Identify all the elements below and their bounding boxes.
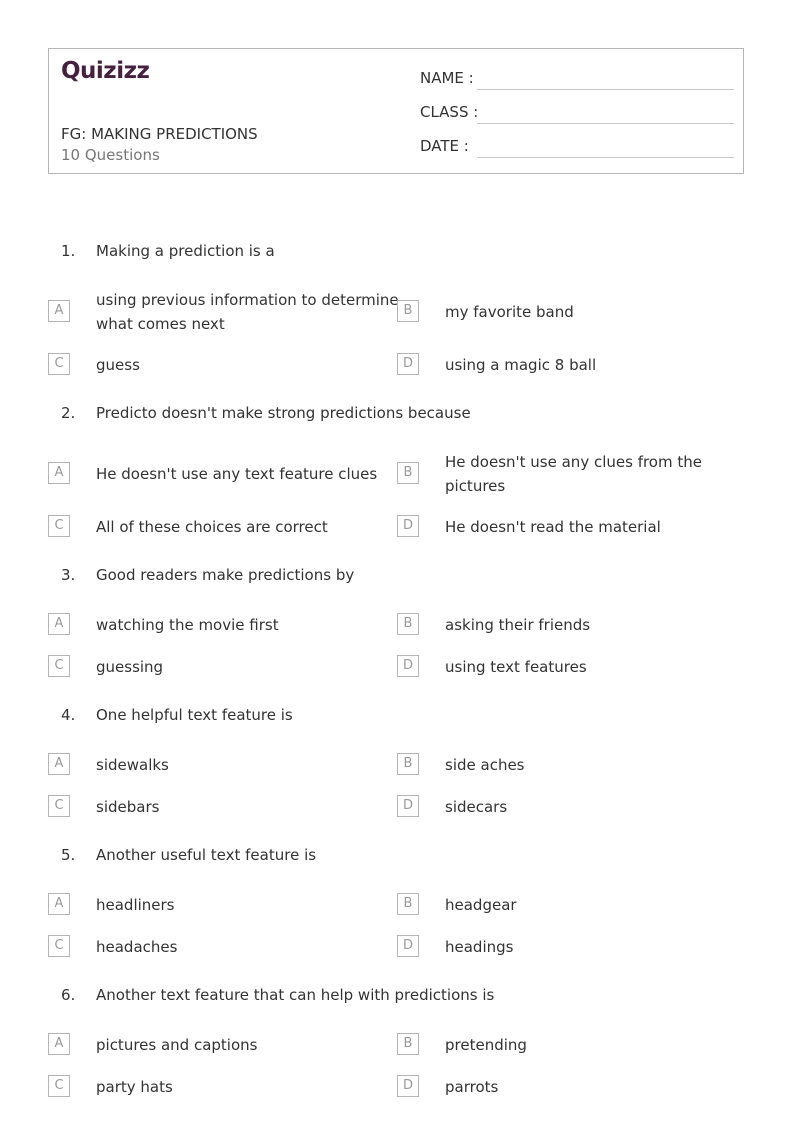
name-line[interactable] [477, 89, 734, 90]
question-text: Predicto doesn't make strong predictions because [96, 404, 471, 422]
option-letter-box[interactable]: C [48, 655, 70, 677]
option-text: sidecars [445, 798, 508, 816]
option-letter-box[interactable]: B [397, 613, 419, 635]
quiz-title: FG: MAKING PREDICTIONS [61, 125, 258, 143]
worksheet-header [48, 48, 744, 174]
question-text: Making a prediction is a [96, 242, 275, 260]
option-text: sidebars [96, 798, 160, 816]
option-letter-box[interactable]: B [397, 462, 419, 484]
date-field[interactable] [420, 137, 734, 157]
option-letter-box[interactable]: A [48, 753, 70, 775]
option-letter-box[interactable]: A [48, 613, 70, 635]
option-text: headings [445, 938, 514, 956]
option-text: headgear [445, 896, 517, 914]
option-letter-box[interactable]: A [48, 300, 70, 322]
option-letter-box[interactable]: A [48, 462, 70, 484]
option-letter-box[interactable]: C [48, 1075, 70, 1097]
option-text: using text features [445, 658, 587, 676]
question-text: One helpful text feature is [96, 706, 293, 724]
option-text: headliners [96, 896, 175, 914]
option-text: parrots [445, 1078, 499, 1096]
option-text: He doesn't use any clues from the pictures [445, 453, 702, 495]
option-text: watching the movie first [96, 616, 279, 634]
option-text: pictures and captions [96, 1036, 258, 1054]
question-number: 2. [61, 404, 76, 422]
option-letter-box[interactable]: B [397, 893, 419, 915]
option-text: All of these choices are correct [96, 518, 328, 536]
option-letter-box[interactable]: D [397, 795, 419, 817]
option-letter-box[interactable]: A [48, 1033, 70, 1055]
option-letter-box[interactable]: D [397, 935, 419, 957]
name-field[interactable] [420, 69, 734, 89]
option-text: using previous information to determine what comes next [96, 291, 399, 333]
option-letter-box[interactable]: C [48, 795, 70, 817]
option-letter-box[interactable]: C [48, 515, 70, 537]
option-letter-box[interactable]: C [48, 353, 70, 375]
class-line[interactable] [477, 123, 734, 124]
option-letter-box[interactable]: B [397, 1033, 419, 1055]
option-text: my favorite band [445, 303, 574, 321]
option-text: sidewalks [96, 756, 169, 774]
option-letter-box[interactable]: D [397, 515, 419, 537]
question-number: 3. [61, 566, 76, 584]
question-number: 1. [61, 242, 76, 260]
option-letter-box[interactable]: D [397, 1075, 419, 1097]
option-text: He doesn't read the material [445, 518, 661, 536]
class-field[interactable] [420, 103, 734, 123]
name-label: NAME : [420, 69, 474, 87]
question-text: Another useful text feature is [96, 846, 317, 864]
quizizz-logo: Quizizz [61, 58, 150, 84]
question-text: Good readers make predictions by [96, 566, 355, 584]
option-letter-box[interactable]: C [48, 935, 70, 957]
option-text: pretending [445, 1036, 527, 1054]
option-text: guessing [96, 658, 164, 676]
option-letter-box[interactable]: B [397, 300, 419, 322]
option-letter-box[interactable]: D [397, 655, 419, 677]
option-letter-box[interactable]: A [48, 893, 70, 915]
option-letter-box[interactable]: D [397, 353, 419, 375]
question-number: 6. [61, 986, 76, 1004]
option-text: He doesn't use any text feature clues [96, 465, 378, 483]
option-text: guess [96, 356, 140, 374]
question-count: 10 Questions [61, 146, 160, 164]
option-letter-box[interactable]: B [397, 753, 419, 775]
date-label: DATE : [420, 137, 469, 155]
question-text: Another text feature that can help with predictions is [96, 986, 495, 1004]
option-text: using a magic 8 ball [445, 356, 597, 374]
question-number: 4. [61, 706, 76, 724]
option-text: asking their friends [445, 616, 591, 634]
question-number: 5. [61, 846, 76, 864]
class-label: CLASS : [420, 103, 479, 121]
date-line[interactable] [477, 157, 734, 158]
option-text: party hats [96, 1078, 173, 1096]
option-text: side aches [445, 756, 525, 774]
option-text: headaches [96, 938, 178, 956]
